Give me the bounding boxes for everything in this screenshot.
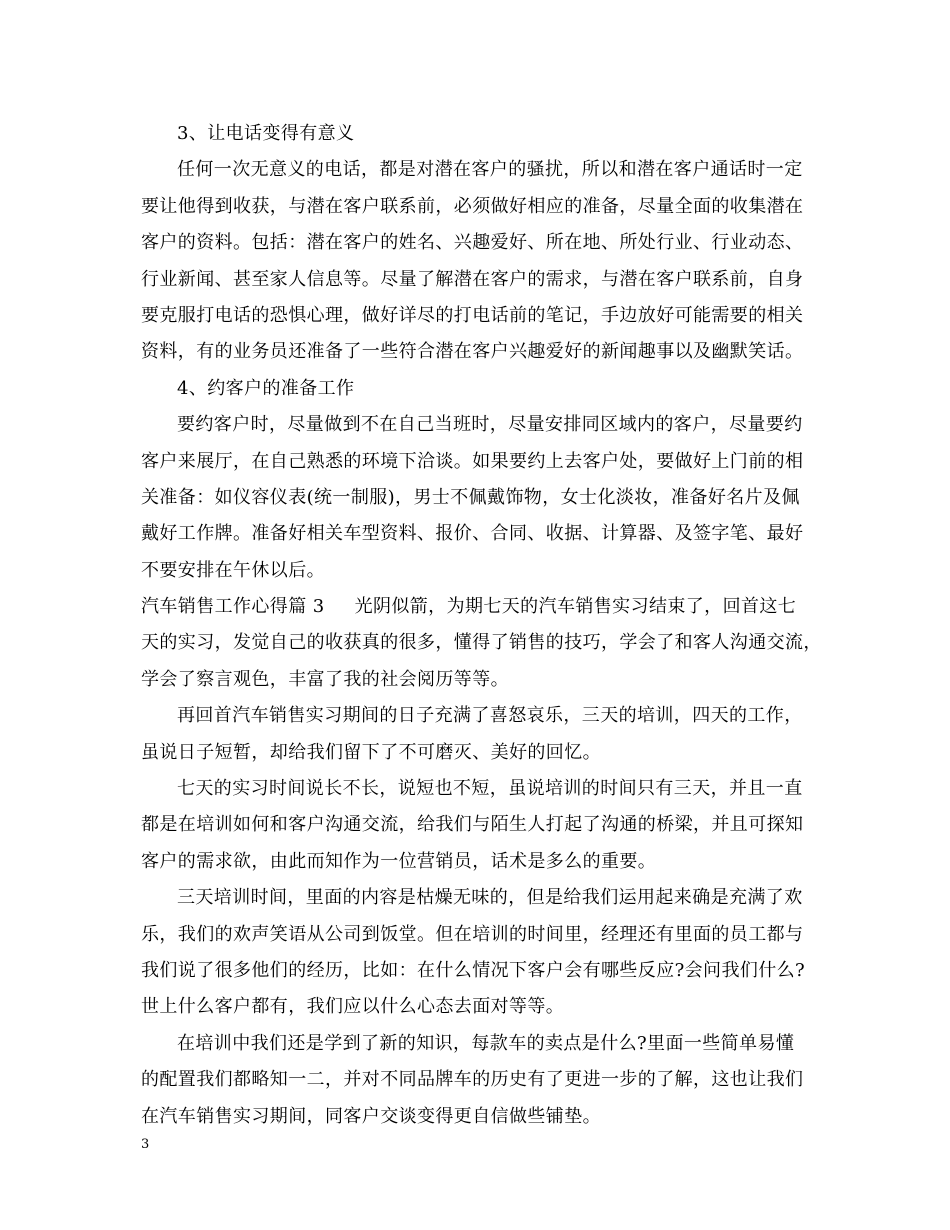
paragraph-line: 在汽车销售实习期间，同客户交谈变得更自信做些铺垫。 [141, 1105, 601, 1127]
paragraph-line: 乐，我们的欢声笑语从公司到饭堂。但在培训的时间里，经理还有里面的员工都与 [141, 923, 804, 945]
heading-appointment-preparation: 4、约客户的准备工作 [177, 377, 355, 399]
paragraph-line: 在培训中我们还是学到了新的知识，每款车的卖点是什么?里面一些简单易懂 [177, 1032, 795, 1054]
paragraph-line: 资料，有的业务员还准备了一些符合潜在客户兴趣爱好的新闻趣事以及幽默笑话。 [141, 341, 804, 363]
paragraph-line: 要约客户时，尽量做到不在自己当班时，尽量安排同区域内的客户，尽量要约 [177, 414, 803, 436]
paragraph-line: 客户的资料。包括：潜在客户的姓名、兴趣爱好、所在地、所处行业、行业动态、 [141, 232, 804, 254]
paragraph-line: 要让他得到收获，与潜在客户联系前，必须做好相应的准备，尽量全面的收集潜在 [141, 195, 804, 217]
paragraph-line: 学会了察言观色，丰富了我的社会阅历等等。 [141, 668, 509, 690]
paragraph-line: 行业新闻、甚至家人信息等。尽量了解潜在客户的需求，与潜在客户联系前，自身 [141, 268, 804, 290]
section-first-line: 光阴似箭，为期七天的汽车销售实习结束了，回首这七 [354, 596, 797, 618]
paragraph-line: 天的实习，发觉自己的收获真的很多，懂得了销售的技巧，学会了和客人沟通交流， [141, 632, 822, 654]
paragraph-line: 的配置我们都略知一二，并对不同品牌车的历史有了更进一步的了解，这也让我们 [141, 1069, 804, 1091]
paragraph-line: 世上什么客户都有，我们应以什么心态去面对等等。 [141, 996, 565, 1018]
paragraph-line: 都是在培训如何和客户沟通交流，给我们与陌生人打起了沟通的桥梁，并且可探知 [141, 814, 804, 836]
paragraph-line: 我们说了很多他们的经历，比如：在什么情况下客户会有哪些反应?会问我们什么? [141, 959, 806, 981]
paragraph-line: 再回首汽车销售实习期间的日子充满了喜怒哀乐，三天的培训，四天的工作， [177, 705, 803, 727]
paragraph-line: 虽说日子短暂，却给我们留下了不可磨灭、美好的回忆。 [141, 741, 601, 763]
paragraph-line: 关准备：如仪容仪表(统一制服)，男士不佩戴饰物，女士化淡妆，准备好名片及佩 [141, 486, 800, 508]
paragraph-line: 七天的实习时间说长不长，说短也不短，虽说培训的时间只有三天，并且一直 [177, 778, 803, 800]
paragraph-line: 客户的需求欲，由此而知作为一位营销员，话术是多么的重要。 [141, 850, 657, 872]
section-title: 汽车销售工作心得篇 3 [141, 596, 325, 618]
page-number: 3 [141, 1137, 150, 1152]
paragraph-line: 要克服打电话的恐惧心理，做好详尽的打电话前的笔记，手边放好可能需要的相关 [141, 304, 804, 326]
section-title-line [141, 589, 821, 625]
paragraph-line: 戴好工作牌。准备好相关车型资料、报价、合同、收据、计算器、及签字笔、最好 [141, 523, 804, 545]
heading-make-calls-meaningful: 3、让电话变得有意义 [177, 123, 355, 144]
paragraph-line: 客户来展厅，在自己熟悉的环境下洽谈。如果要约上去客户处，要做好上门前的相 [141, 450, 804, 472]
paragraph-line: 不要安排在午休以后。 [141, 559, 325, 581]
paragraph-line: 三天培训时间，里面的内容是枯燥无味的，但是给我们运用起来确是充满了欢 [177, 887, 803, 909]
document-body [141, 116, 821, 1135]
paragraph-line: 任何一次无意义的电话，都是对潜在客户的骚扰，所以和潜在客户通话时一定 [177, 159, 803, 181]
